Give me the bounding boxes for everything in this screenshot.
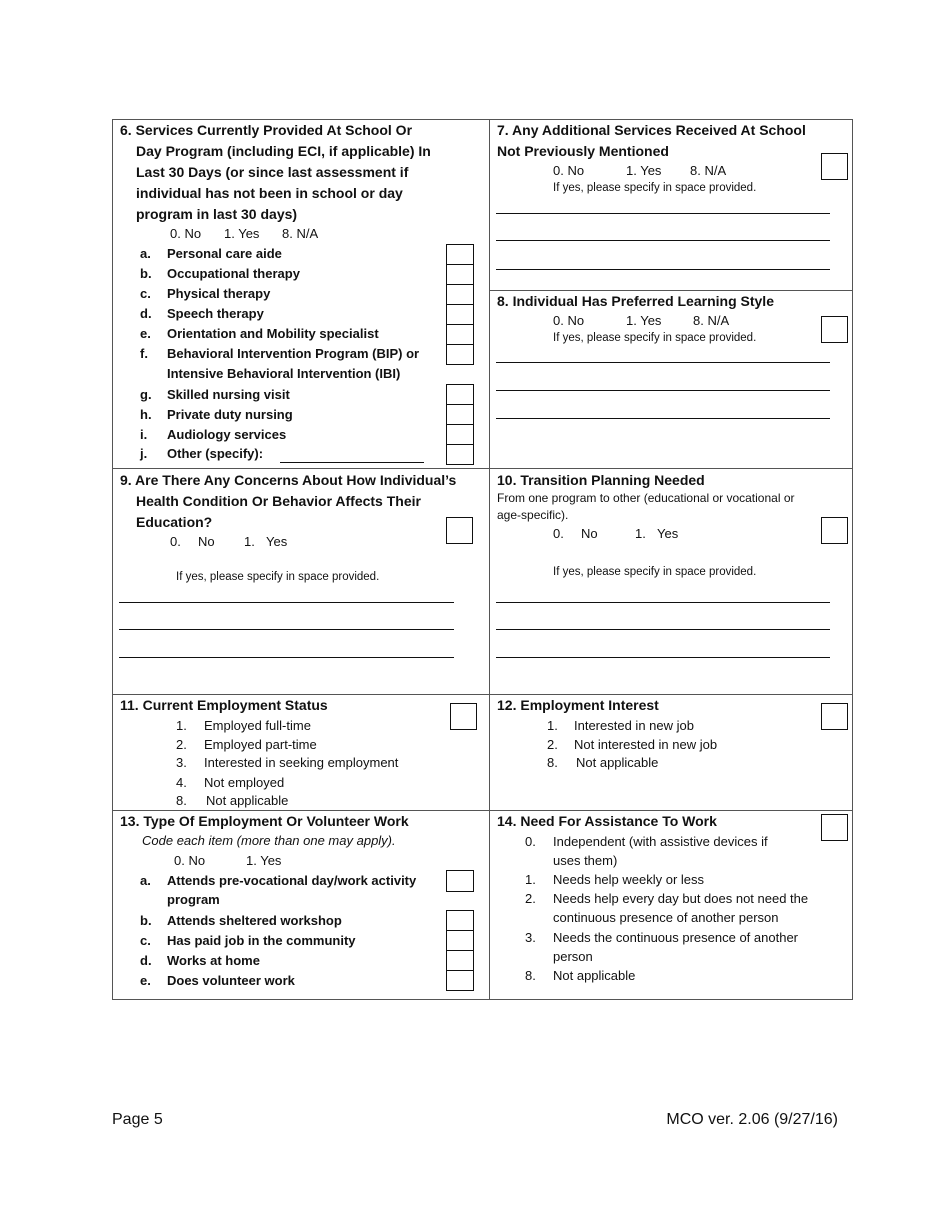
section-13-item-c-letter: c. (140, 933, 151, 948)
section-6-item-e-letter: e. (140, 326, 151, 341)
section-14-option-2-line1: Needs help every day but does not need the (553, 891, 809, 906)
section-6-item-i-letter: i. (140, 427, 148, 442)
section-13-item-a-checkbox[interactable] (446, 870, 474, 892)
section-12-option-1-label: Interested in new job (574, 718, 694, 733)
section-13-title: 13. Type Of Employment Or Volunteer Work (120, 813, 409, 829)
section-6-item-f-label: Behavioral Intervention Program (BIP) or (167, 346, 420, 361)
section-7-answer-line-2[interactable] (496, 240, 830, 241)
section-6-item-g-label: Skilled nursing visit (167, 387, 290, 402)
section-6-item-d-checkbox[interactable] (446, 304, 474, 325)
section-6-item-f-letter: f. (140, 346, 148, 361)
section-6-item-c-letter: c. (140, 286, 151, 301)
section-8-code-no: 0. No (553, 313, 585, 328)
section-13-item-b-letter: b. (140, 913, 152, 928)
section-6-item-b-letter: b. (140, 266, 152, 281)
section-8-code-yes: 1. Yes (626, 313, 662, 328)
section-6-item-j-letter: j. (140, 446, 148, 461)
section-14-option-2-num: 2. (525, 891, 536, 906)
section-10-desc-line2: age-specific). (497, 508, 569, 522)
section-14-title: 14. Need For Assistance To Work (497, 813, 717, 829)
section-10-title: 10. Transition Planning Needed (497, 472, 705, 488)
section-13-item-b-checkbox[interactable] (446, 910, 474, 931)
section-13-item-d-label: Works at home (167, 953, 260, 968)
section-14-option-0-line1: Independent (with assistive devices if (553, 834, 768, 849)
section-13-item-a-label: Attends pre-vocational day/work activity (167, 873, 417, 888)
section-6-code-na: 8. N/A (282, 226, 319, 241)
section-7-code-no: 0. No (553, 163, 585, 178)
section-13-item-c-label: Has paid job in the community (167, 933, 356, 948)
section-8-answer-line-2[interactable] (496, 390, 830, 391)
section-6-item-e-checkbox[interactable] (446, 324, 474, 345)
section-10-desc-line1: From one program to other (educational or vocational or (497, 491, 795, 505)
section-9-instruction: If yes, please specify in space provided. (176, 571, 380, 583)
section-10-answer-line-2[interactable] (496, 629, 830, 630)
section-12-title: 12. Employment Interest (497, 697, 659, 713)
row-divider-7-8 (489, 290, 853, 291)
section-12-option-2-label: Not interested in new job (574, 737, 718, 752)
section-6-item-d-label: Speech therapy (167, 306, 264, 321)
section-14-option-1-line1: Needs help weekly or less (553, 872, 705, 887)
section-9-title-line2: Health Condition Or Behavior Affects Their (136, 493, 421, 509)
section-13-code-no: 0. No (174, 853, 206, 868)
section-14-option-8-num: 8. (525, 968, 536, 983)
section-13-item-d-checkbox[interactable] (446, 950, 474, 971)
section-8-answer-line-1[interactable] (496, 362, 830, 363)
section-13-item-c-checkbox[interactable] (446, 930, 474, 951)
section-14-option-0-num: 0. (525, 834, 536, 849)
row-divider-13-14 (112, 810, 853, 811)
section-11-option-2-label: Employed part-time (204, 737, 317, 752)
section-11-code-box[interactable] (450, 703, 477, 730)
section-13-item-e-label: Does volunteer work (167, 973, 295, 988)
section-13-item-d-letter: d. (140, 953, 152, 968)
section-11-option-1-label: Employed full-time (204, 718, 311, 733)
section-6-item-a-label: Personal care aide (167, 246, 282, 261)
section-11-option-8-num: 8. (176, 793, 187, 808)
section-6-item-a-letter: a. (140, 246, 151, 261)
section-9-code-1: 1. (244, 534, 255, 549)
section-9-title-line3: Education? (136, 514, 213, 530)
section-13-item-a-label2: program (167, 892, 220, 907)
section-6-item-i-checkbox[interactable] (446, 424, 474, 445)
section-9-answer-line-1[interactable] (119, 602, 454, 603)
section-8-answer-line-3[interactable] (496, 418, 830, 419)
section-8-code-box[interactable] (821, 316, 848, 343)
page-number: Page 5 (112, 1111, 163, 1128)
section-6-item-h-label: Private duty nursing (167, 407, 293, 422)
section-6-other-specify-line[interactable] (280, 462, 424, 463)
section-6-item-d-letter: d. (140, 306, 152, 321)
section-9-answer-line-3[interactable] (119, 657, 454, 658)
section-6-item-j-label: Other (specify): (167, 446, 264, 461)
section-6-item-h-checkbox[interactable] (446, 404, 474, 425)
section-8-instruction: If yes, please specify in space provided. (553, 332, 757, 344)
section-7-answer-line-1[interactable] (496, 213, 830, 214)
section-6-item-h-letter: h. (140, 407, 152, 422)
section-6-title-line3: Last 30 Days (or since last assessment if (136, 164, 409, 180)
section-14-option-3-num: 3. (525, 930, 536, 945)
section-11-option-3-num: 3. (176, 755, 187, 770)
section-6-item-b-label: Occupational therapy (167, 266, 300, 281)
section-7-instruction: If yes, please specify in space provided. (553, 182, 757, 194)
section-6-item-j-checkbox[interactable] (446, 444, 474, 465)
section-6-code-no: 0. No (170, 226, 202, 241)
section-9-code-no: No (198, 534, 215, 549)
section-14-option-3-line2: person (553, 949, 593, 964)
section-6-item-f-checkbox[interactable] (446, 344, 474, 365)
section-10-instruction: If yes, please specify in space provided. (553, 566, 757, 578)
section-14-option-1-num: 1. (525, 872, 536, 887)
column-divider (489, 119, 490, 1000)
section-12-option-1-num: 1. (547, 718, 558, 733)
form-version: MCO ver. 2.06 (9/27/16) (666, 1111, 838, 1128)
section-12-option-8-label: Not applicable (576, 755, 659, 770)
section-13-item-e-letter: e. (140, 973, 151, 988)
section-13-item-a-letter: a. (140, 873, 151, 888)
section-7-answer-line-3[interactable] (496, 269, 830, 270)
section-14-option-2-line2: continuous presence of another person (553, 910, 779, 925)
section-11-option-3-label: Interested in seeking employment (204, 755, 399, 770)
section-7-code-box[interactable] (821, 153, 848, 180)
section-7-code-na: 8. N/A (690, 163, 727, 178)
section-13-instruction: Code each item (more than one may apply). (142, 833, 396, 848)
section-8-title: 8. Individual Has Preferred Learning Style (497, 293, 774, 309)
section-11-option-1-num: 1. (176, 718, 187, 733)
section-11-option-2-num: 2. (176, 737, 187, 752)
section-6-item-g-checkbox[interactable] (446, 384, 474, 405)
section-10-answer-line-1[interactable] (496, 602, 830, 603)
section-10-code-no: No (581, 526, 598, 541)
section-6-title-line2: Day Program (including ECI, if applicable) In (136, 143, 431, 159)
section-12-option-8-num: 8. (547, 755, 558, 770)
section-14-option-0-line2: uses them) (553, 853, 618, 868)
section-7-code-yes: 1. Yes (626, 163, 662, 178)
section-13-item-e-checkbox[interactable] (446, 970, 474, 991)
section-11-option-4-label: Not employed (204, 775, 285, 790)
section-10-code-1: 1. (635, 526, 646, 541)
section-9-title-line1: 9. Are There Any Concerns About How Individual’s (120, 472, 457, 488)
section-6-title-line5: program in last 30 days) (136, 206, 298, 222)
section-11-option-8-label: Not applicable (206, 793, 289, 808)
section-9-code-box[interactable] (446, 517, 473, 544)
section-11-option-4-num: 4. (176, 775, 187, 790)
section-6-item-f-label2: Intensive Behavioral Intervention (IBI) (167, 366, 401, 381)
section-6-item-g-letter: g. (140, 387, 152, 402)
section-7-title-line1: 7. Any Additional Services Received At School (497, 122, 806, 138)
section-6-title-line4: individual has not been in school or day (136, 185, 403, 201)
row-divider-9-10 (112, 468, 853, 469)
section-10-answer-line-3[interactable] (496, 657, 830, 658)
section-13-item-b-label: Attends sheltered workshop (167, 913, 342, 928)
section-12-option-2-num: 2. (547, 737, 558, 752)
section-6-title-line1: 6. Services Currently Provided At School Or (120, 122, 413, 138)
section-6-item-i-label: Audiology services (167, 427, 287, 442)
section-9-code-0: 0. (170, 534, 181, 549)
section-13-code-yes: 1. Yes (246, 853, 282, 868)
section-12-code-box[interactable] (821, 703, 848, 730)
section-7-title-line2: Not Previously Mentioned (497, 143, 669, 159)
section-6-item-b-checkbox[interactable] (446, 264, 474, 285)
row-divider-11-12 (112, 694, 853, 695)
section-6-code-yes: 1. Yes (224, 226, 260, 241)
section-11-title: 11. Current Employment Status (120, 697, 328, 713)
section-14-code-box[interactable] (821, 814, 848, 841)
section-10-code-yes: Yes (657, 526, 679, 541)
section-8-code-na: 8. N/A (693, 313, 730, 328)
section-6-item-a-checkbox[interactable] (446, 244, 474, 265)
section-6-item-c-label: Physical therapy (167, 286, 271, 301)
section-6-item-c-checkbox[interactable] (446, 284, 474, 305)
section-6-item-e-label: Orientation and Mobility specialist (167, 326, 379, 341)
section-9-code-yes: Yes (266, 534, 288, 549)
section-9-answer-line-2[interactable] (119, 629, 454, 630)
section-14-option-8-line1: Not applicable (553, 968, 636, 983)
section-14-option-3-line1: Needs the continuous presence of another (553, 930, 799, 945)
section-10-code-0: 0. (553, 526, 564, 541)
section-10-code-box[interactable] (821, 517, 848, 544)
